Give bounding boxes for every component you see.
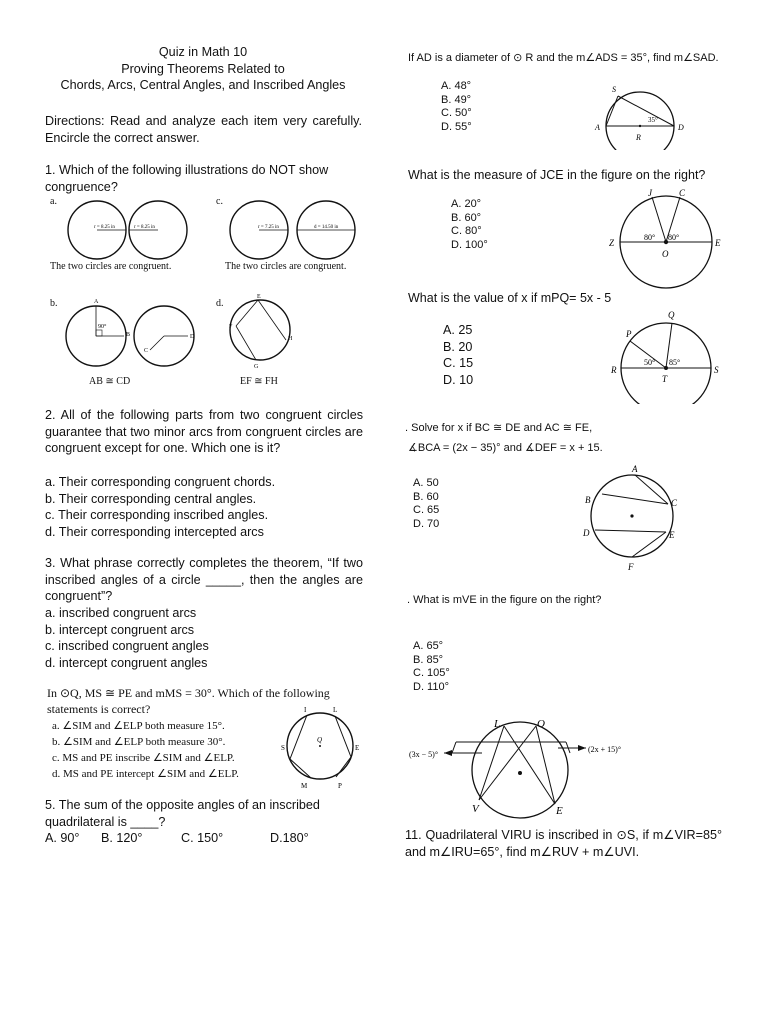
q1-c-label-1: r = 7.25 in (258, 225, 279, 230)
q6-label-a: A (595, 123, 600, 132)
q8-option-b[interactable]: B. 20 (443, 339, 473, 354)
q10-option-b[interactable]: B. 85° (413, 653, 444, 666)
q4-option-b[interactable]: b. ∠SIM and ∠ELP both measure 30°. (52, 736, 226, 748)
q2-option-c[interactable]: c. Their corresponding inscribed angles. (45, 508, 269, 523)
q1-d-point-h: H (288, 336, 293, 342)
q9-label-d: D (583, 528, 590, 538)
q8-label-r: R (611, 365, 617, 375)
question-1-stem: 1. Which of the following illustrations do NOT show congruence? (45, 163, 329, 194)
q4-option-d[interactable]: d. MS and PE intercept ∠SIM and ∠ELP. (52, 768, 239, 780)
q2-option-d[interactable]: d. Their corresponding intercepted arcs (45, 524, 264, 539)
q1-option-a-letter: a. (50, 196, 57, 207)
q8-label-p: P (626, 329, 632, 339)
q1-a-caption: The two circles are congruent. (50, 261, 172, 272)
quiz-subtitle-2: Chords, Arcs, Central Angles, and Inscribed Angles (60, 78, 346, 93)
q1-figure-c (226, 200, 362, 262)
q4-label-m: M (301, 782, 308, 790)
q1-c-label-2: d = 14.50 in (314, 225, 339, 230)
question-9-stem-2: ∡BCA = (2x − 35)° and ∡DEF = x + 15. (408, 442, 603, 454)
q10-label-right: (2x + 15)° (588, 745, 622, 754)
q1-a-label-1: r = 8.25 in (94, 225, 115, 230)
q4-label-l: L (333, 706, 338, 714)
q1-a-label-2: r = 8.25 in (134, 225, 155, 230)
q10-label-v: V (472, 803, 479, 815)
q1-c-caption: The two circles are congruent. (225, 261, 347, 272)
question-6-stem: If AD is a diameter of ⊙ R and the m∠ADS = 35°, find m∠SAD. (408, 52, 719, 64)
q1-option-d-letter: d. (216, 298, 224, 309)
question-5-stem-2: quadrilateral is ____? (45, 814, 166, 829)
q5-option-d[interactable]: D.180° (270, 831, 309, 845)
q4-option-a[interactable]: a. ∠SIM and ∠ELP both measure 15°. (52, 720, 225, 732)
q1-figure-a (64, 200, 194, 262)
q7-option-b[interactable]: B. 60° (451, 211, 482, 224)
q6-angle-label: 35° (648, 116, 658, 124)
q7-label-z: Z (609, 238, 615, 248)
q9-figure (580, 460, 686, 574)
q1-option-b-letter: b. (50, 298, 58, 309)
question-3-stem: 3. What phrase correctly completes the theorem, “If two inscribed angles of a circle _____, then the angles are congruent”? (45, 556, 363, 604)
q10-label-o: O (537, 718, 545, 730)
q6-option-b[interactable]: B. 49° (441, 93, 472, 106)
q8-label-q: Q (668, 310, 675, 320)
q9-option-c[interactable]: C. 65 (413, 504, 440, 517)
q1-b-point-c: C (144, 348, 149, 354)
q6-label-r: R (636, 133, 641, 142)
q1-b-point-b: B (126, 332, 131, 338)
q5-option-a[interactable]: A. 90° (45, 831, 80, 845)
q10-option-d[interactable]: D. 110° (413, 680, 449, 693)
q4-label-s: S (281, 744, 285, 752)
q9-label-f: F (628, 562, 634, 572)
q4-option-c[interactable]: c. MS and PE inscribe ∠SIM and ∠ELP. (52, 752, 235, 764)
question-11-stem: 11. Quadrilateral VIRU is inscribed in ⊙S, if m∠VIR=85° and m∠IRU=65°, find m∠RUV + m∠UVI. (405, 828, 722, 859)
q7-label-j: J (648, 188, 652, 198)
q1-b-point-d: D (190, 334, 195, 340)
q7-label-o: O (662, 249, 669, 259)
question-5-stem: 5. The sum of the opposite angles of an inscribed (45, 798, 320, 812)
q6-option-c[interactable]: C. 50° (441, 107, 472, 120)
q10-label-left: (3x − 5)° (409, 750, 439, 759)
q9-label-e: E (669, 530, 675, 540)
quiz-title: Quiz in Math 10 (158, 45, 248, 59)
q1-option-c-letter: c. (216, 196, 223, 207)
question-10-stem: . What is mVE in the figure on the right? (407, 594, 602, 606)
q2-option-a[interactable]: a. Their corresponding congruent chords. (45, 475, 276, 489)
q6-label-s: S (612, 85, 616, 94)
q7-option-a[interactable]: A. 20° (451, 198, 482, 210)
q7-label-e: E (715, 238, 721, 248)
q7-angle-2: 80° (668, 233, 680, 242)
q7-figure (604, 184, 728, 290)
q4-label-p: P (338, 782, 342, 790)
q8-figure (608, 304, 728, 404)
q3-option-b[interactable]: b. intercept congruent arcs (45, 622, 195, 637)
q1-d-point-g: G (254, 364, 259, 370)
quiz-subtitle: Proving Theorems Related to (121, 61, 285, 76)
question-8-stem: What is the value of x if mPQ= 5x - 5 (408, 291, 612, 305)
q1-d-point-f: F (229, 324, 233, 330)
q1-figure-d (228, 292, 298, 370)
q8-option-c[interactable]: C. 15 (443, 356, 474, 371)
q4-label-e: E (355, 744, 360, 752)
q10-option-a[interactable]: A. 65° (413, 640, 444, 652)
q3-option-d[interactable]: d. intercept congruent angles (45, 655, 208, 670)
q7-label-c: C (679, 188, 686, 198)
q4-label-i: I (304, 706, 307, 714)
q8-label-t: T (662, 374, 668, 384)
q9-label-b: B (585, 495, 591, 505)
question-9-stem: . Solve for x if BC ≅ DE and AC ≅ FE, (405, 422, 593, 434)
q8-option-a[interactable]: A. 25 (443, 323, 473, 337)
q9-option-b[interactable]: B. 60 (413, 490, 439, 503)
q10-label-e: E (556, 805, 563, 817)
q1-b-angle: 90° (98, 324, 107, 330)
question-2-stem: 2. All of the following parts from two congruent circles guarantee that two minor arcs from congruent circles are congruent except for one. Which one is it? (45, 408, 363, 456)
q3-option-a[interactable]: a. inscribed congruent arcs (45, 606, 197, 620)
question-4-stem: In ⊙Q, MS ≅ PE and mMS = 30°. Which of the following (47, 686, 330, 700)
q1-d-caption: EF ≅ FH (240, 376, 278, 387)
q10-figure (408, 712, 648, 822)
q7-option-c[interactable]: C. 80° (451, 225, 482, 238)
q10-label-l: L (494, 718, 501, 730)
q4-label-q: Q (317, 736, 323, 744)
q1-b-caption: AB ≅ CD (89, 376, 131, 387)
q1-figure-b (64, 294, 196, 374)
q6-label-d: D (678, 123, 684, 132)
q2-option-b[interactable]: b. Their corresponding central angles. (45, 491, 257, 506)
q8-angle-1: 50° (644, 358, 656, 367)
q1-d-point-e: E (257, 294, 261, 300)
q8-label-s: S (714, 365, 719, 375)
q10-option-c[interactable]: C. 105° (413, 667, 450, 680)
directions: Directions: Read and analyze each item very carefully. Encircle the correct answer. (45, 114, 362, 145)
q7-option-d[interactable]: D. 100° (451, 238, 488, 251)
q4-figure (278, 702, 364, 792)
q5-option-b[interactable]: B. 120° (101, 831, 143, 845)
question-4-stem-2: statements is correct? (47, 701, 151, 716)
q9-option-a[interactable]: A. 50 (413, 477, 439, 489)
q6-figure (590, 78, 700, 150)
q8-option-d[interactable]: D. 10 (443, 372, 474, 387)
q1-b-point-a: A (94, 299, 99, 305)
q9-label-a: A (632, 464, 638, 474)
q9-label-c: C (671, 498, 678, 508)
q5-option-c[interactable]: C. 150° (181, 831, 224, 845)
q6-option-a[interactable]: A. 48° (441, 80, 472, 92)
q9-option-d[interactable]: D. 70 (413, 517, 440, 530)
q6-option-d[interactable]: D. 55° (441, 120, 472, 133)
q7-angle-1: 80° (644, 233, 656, 242)
q8-angle-2: 85° (669, 358, 681, 367)
q3-option-c[interactable]: c. inscribed congruent angles (45, 639, 209, 654)
question-7-stem: What is the measure of JCE in the figure on the right? (408, 168, 706, 182)
